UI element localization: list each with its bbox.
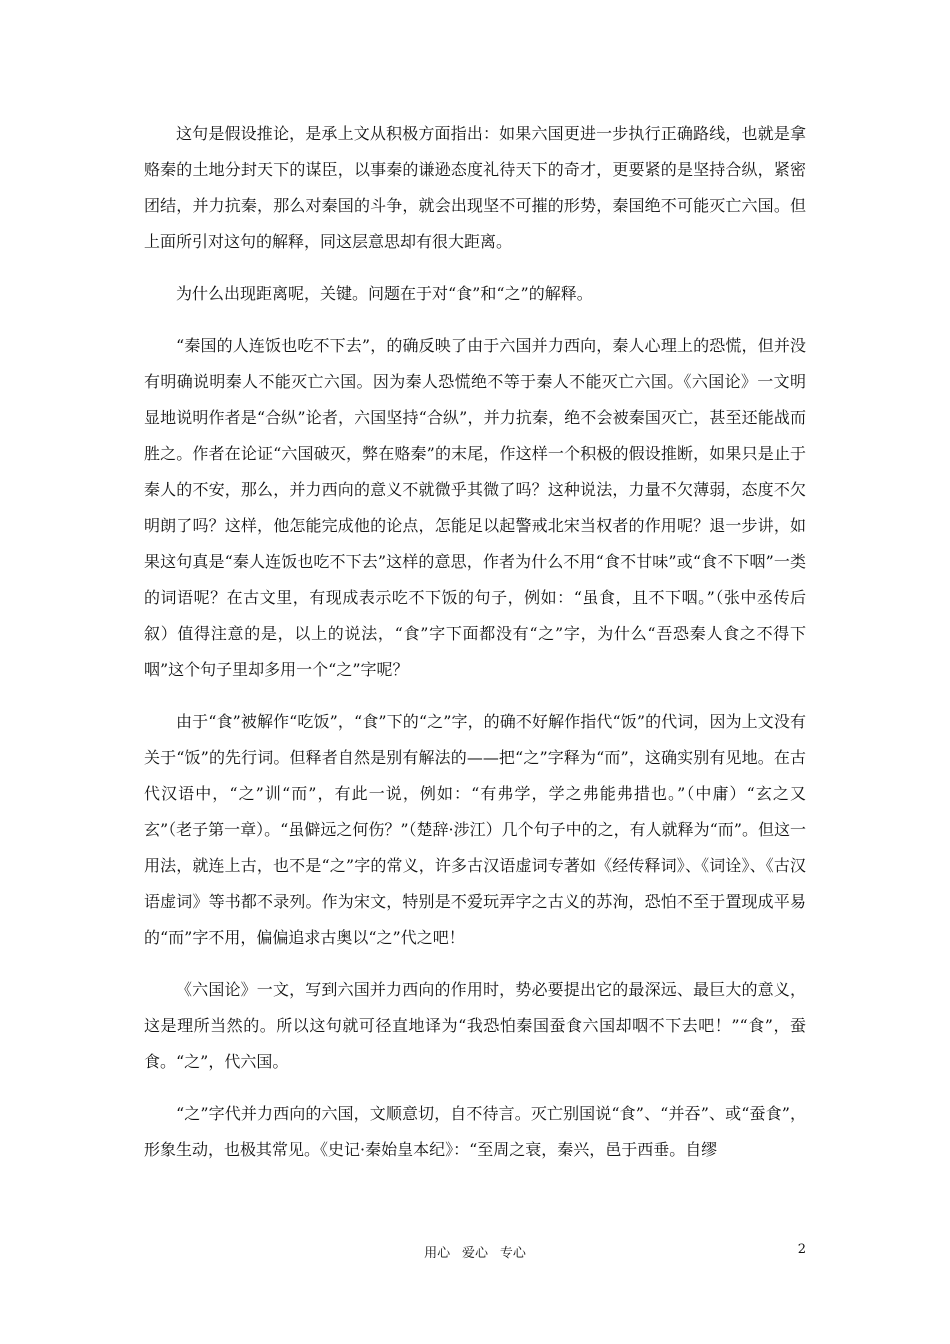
page-number: 2 — [797, 1242, 806, 1257]
paragraph-5: 《六国论》一文，写到六国并力西向的作用时，势必要提出它的最深远、最巨大的意义，这是理所当然的。所以这句就可径直地译为“我恐怕秦国蚕食六国却咽不下去吧！”“食”，蚕食。“之”，代六国。 — [144, 980, 806, 1071]
paragraph-4: 由于“食”被解作“吃饭”，“食”下的“之”字，的确不好解作指代“饭”的代词，因为上文没有关于“饭”的先行词。但释者自然是别有解法的——把“之”字释为“而”，这确实别有见地。在古代汉语中，“之”训“而”，有此一说，例如：“有弗学，学之弗能弗措也。”（中庸）“玄之又玄”（老子第一章）。“虽僻远之何伤？”（楚辞·涉江）几个句子中的之，有人就释为“而”。但这一用法，就连上古，也不是“之”字的常义，许多古汉语虚词专著如《经传释词》、《词诠》、《古汉语虚词》等书都不录列。作为宋文，特别是不爱玩弄字之古义的苏洵，恐怕不至于置现成平易的“而”字不用，偏偏追求古奥以“之”代之吧！ — [144, 712, 806, 947]
footer-motto: 用心 爱心 专心 — [424, 1246, 526, 1261]
paragraph-1: 这句是假设推论，是承上文从积极方面指出：如果六国更进一步执行正确路线，也就是拿赂秦的土地分封天下的谋臣，以事秦的谦逊态度礼待天下的奇才，更要紧的是坚持合纵，紧密团结，并力抗秦，那么对秦国的斗争，就会出现坚不可摧的形势，秦国绝不可能灭亡六国。但上面所引对这句的解释，同这层意思却有很大距离。 — [144, 124, 806, 251]
paragraph-3: “秦国的人连饭也吃不下去”，的确反映了由于六国并力西向，秦人心理上的恐慌，但并没有明确说明秦人不能灭亡六国。因为秦人恐慌绝不等于秦人不能灭亡六国。《六国论》一文明显地说明作者是“合纵”论者，六国坚持“合纵”，并力抗秦，绝不会被秦国灭亡，甚至还能战而胜之。作者在论证“六国破灭，弊在赂秦”的末尾，作这样一个积极的假设推断，如果只是止于秦人的不安，那么，并力西向的意义不就微乎其微了吗？这种说法，力量不欠薄弱，态度不欠明朗了吗？这样，他怎能完成他的论点，怎能足以起警戒北宋当权者的作用呢？退一步讲，如果这句真是“秦人连饭也吃不下去”这样的意思，作者为什么不用“食不甘味”或“食不下咽”一类的词语呢？在古文里，有现成表示吃不下饭的句子，例如：“虽食，且不下咽。”（张中丞传后叙）值得注意的是，以上的说法，“食”字下面都没有“之”字，为什么“吾恐秦人食之不得下咽”这个句子里却多用一个“之”字呢？ — [144, 336, 806, 679]
paragraph-2: 为什么出现距离呢，关键。问题在于对“食”和“之”的解释。 — [176, 284, 593, 303]
page-footer — [144, 1242, 806, 1266]
document-body — [144, 116, 806, 1168]
paragraph-6: “之”字代并力西向的六国，文顺意切，自不待言。灭亡别国说“食”、“并吞”、或“蚕食”，形象生动，也极其常见。《史记·秦始皇本纪》：“至周之衰，秦兴，邑于西垂。自缪 — [144, 1104, 806, 1159]
